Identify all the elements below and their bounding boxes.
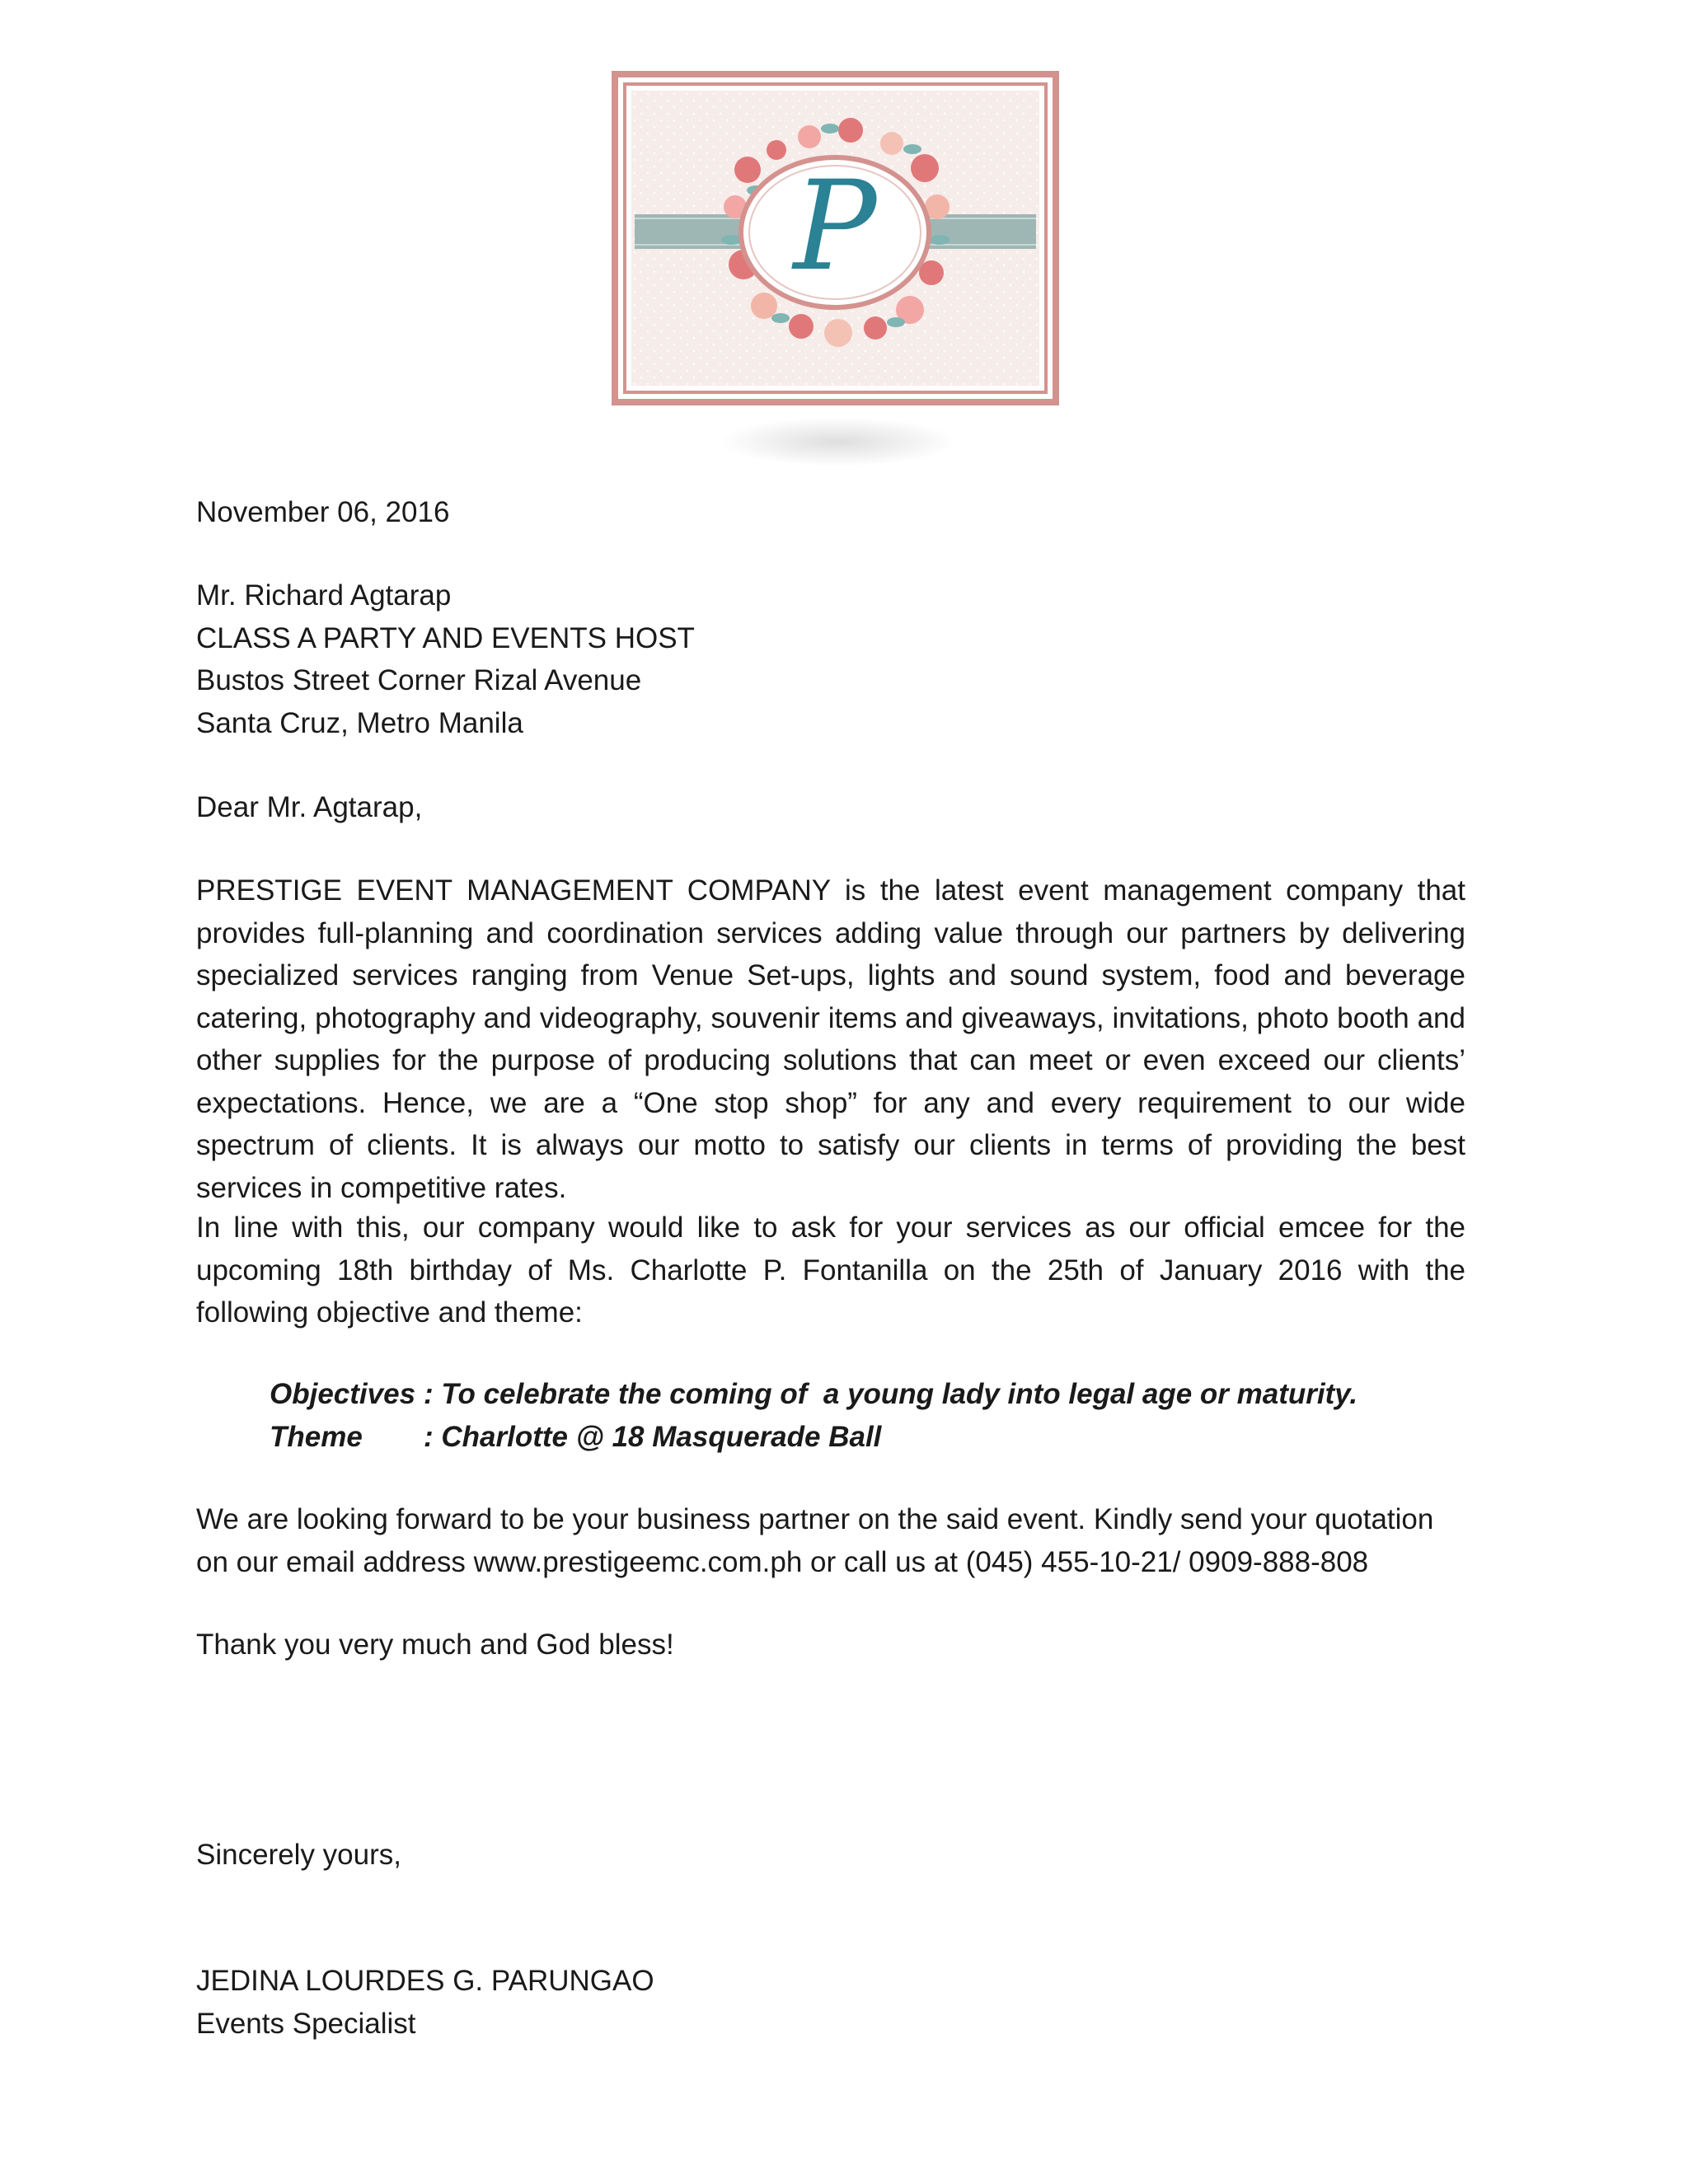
objectives-row <box>270 1373 1539 1416</box>
recipient-name: Mr. Richard Agtarap <box>196 579 452 612</box>
recipient-company: CLASS A PARTY AND EVENTS HOST <box>196 621 695 654</box>
letter-date: November 06, 2016 <box>196 496 450 528</box>
letterhead-logo <box>612 71 1059 405</box>
recipient-address <box>196 574 1465 744</box>
recipient-street: Bustos Street Corner Rizal Avenue <box>196 664 642 696</box>
contact-paragraph: We are looking forward to be your business partner on the said event. Kindly send your quotation on our email address www.prestigeemc.com.ph or call us at (045) 455-10-21/ 0909-888-808 <box>196 1503 1434 1578</box>
floral-monogram-logo <box>612 71 1059 405</box>
objectives-value: : To celebrate the coming of a young lady into legal age or maturity. <box>424 1378 1358 1410</box>
recipient-city: Santa Cruz, Metro Manila <box>196 706 523 739</box>
signatory-name: JEDINA LOURDES G. PARUNGAO <box>196 1965 654 1997</box>
signatory-title: Events Specialist <box>196 2007 416 2040</box>
salutation: Dear Mr. Agtarap, <box>196 791 423 823</box>
logo-shadow <box>719 417 958 466</box>
thanks-line: Thank you very much and God bless! <box>196 1629 674 1661</box>
signature-block <box>196 1960 1465 2045</box>
objectives-label: Objectives <box>270 1378 416 1410</box>
logo-monogram-letter: P <box>793 155 877 298</box>
theme-row <box>270 1416 1539 1459</box>
request-paragraph: In line with this, our company would like to ask for your services as our official emcee for the upcoming 18th birthday of Ms. Charlotte P. Fontanilla on the 25th of January 2016 with the following objective and theme: <box>196 1212 1465 1329</box>
closing-line: Sincerely yours, <box>196 1839 401 1871</box>
theme-label: Theme <box>270 1420 363 1453</box>
theme-value: : Charlotte @ 18 Masquerade Ball <box>424 1420 882 1453</box>
event-details <box>270 1373 1539 1458</box>
intro-paragraph: PRESTIGE EVENT MANAGEMENT COMPANY is the latest event management company that provides full-planning and coordination services adding value through our partners by delivering specialized services ranging from Venue Set-ups, lights and sound system, food and beverage catering, photography and videography, souvenir items and giveaways, invitations, photo booth and other supplies for the purpose of producing solutions that can meet or even exceed our clients’ expectations. Hence, we are a “One stop shop” for any and every requirement to our wide spectrum of clients. It is always our motto to satisfy our clients in terms of providing the best services in competitive rates. <box>196 874 1465 1204</box>
